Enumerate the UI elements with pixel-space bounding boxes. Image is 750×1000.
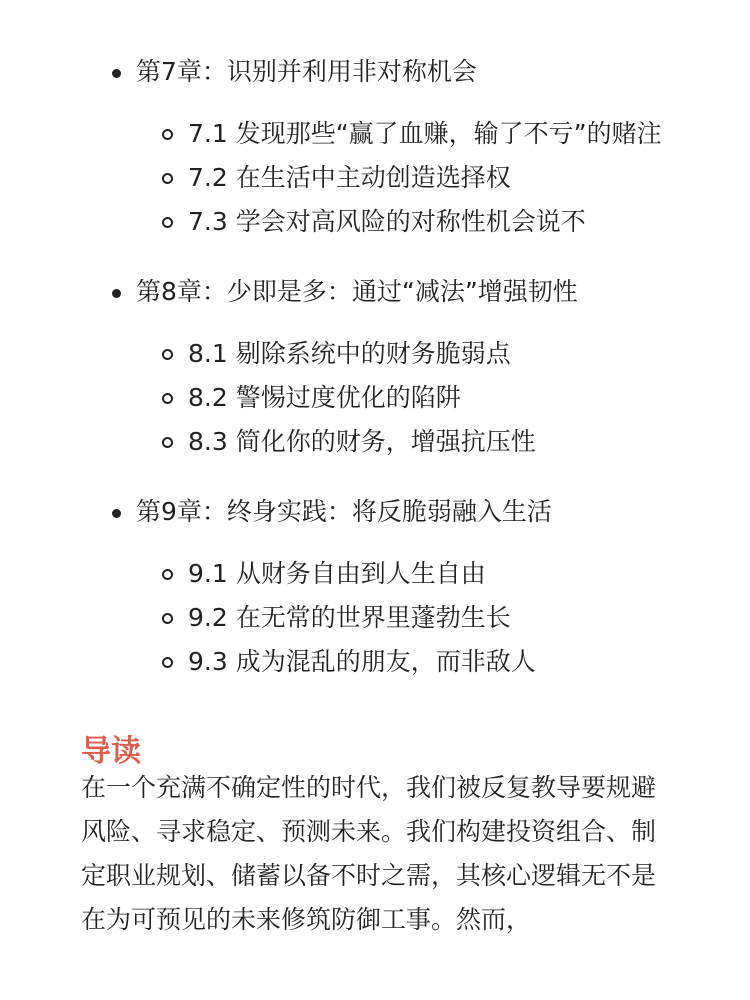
- section-text: 8.2 警惕过度优化的陷阱: [188, 383, 461, 412]
- section-item: [0, 640, 678, 684]
- bullet-circle-icon: [162, 173, 173, 184]
- section-item: [0, 376, 678, 420]
- intro-heading: 导读: [81, 733, 141, 769]
- chapter-title: [0, 50, 750, 94]
- section-text: 9.2 在无常的世界里蓬勃生长: [188, 603, 511, 632]
- section-list: [0, 552, 750, 684]
- bullet-circle-icon: [162, 569, 173, 580]
- table-of-contents: [0, 50, 750, 710]
- section-item: [0, 420, 678, 464]
- section-text: 8.3 简化你的财务，增强抗压性: [188, 427, 536, 456]
- chapter-title: [0, 490, 750, 534]
- chapter-item: [0, 50, 750, 244]
- bullet-disc-icon: [112, 69, 121, 78]
- bullet-disc-icon: [112, 289, 121, 298]
- section-item: [0, 156, 678, 200]
- section-item: [0, 332, 678, 376]
- section-list: [0, 332, 750, 464]
- section-list: [0, 112, 750, 244]
- chapter-item: [0, 270, 750, 464]
- bullet-circle-icon: [162, 217, 173, 228]
- section-item: [0, 200, 678, 244]
- section-text: 9.3 成为混乱的朋友，而非敌人: [188, 647, 536, 676]
- bullet-circle-icon: [162, 129, 173, 140]
- chapter-title-text: 第7章：识别并利用非对称机会: [136, 57, 477, 86]
- bullet-circle-icon: [162, 657, 173, 668]
- section-text: 7.3 学会对高风险的对称性机会说不: [188, 207, 586, 236]
- section-item: [0, 112, 678, 156]
- bullet-circle-icon: [162, 613, 173, 624]
- chapter-item: [0, 490, 750, 684]
- chapter-title-text: 第9章：终身实践：将反脆弱融入生活: [136, 497, 552, 526]
- intro-paragraph: 在一个充满不确定性的时代，我们被反复教导要规避风险、寻求稳定、预测未来。我们构建投资组合、制定职业规划、储蓄以备不时之需，其核心逻辑无不是在为可预见的未来修筑防御工事。然而，: [81, 773, 657, 934]
- section-text: 8.1 剔除系统中的财务脆弱点: [188, 339, 511, 368]
- bullet-disc-icon: [112, 509, 121, 518]
- section-text: 7.1 发现那些“赢了血赚，输了不亏”的赌注: [188, 119, 662, 148]
- bullet-circle-icon: [162, 349, 173, 360]
- bullet-circle-icon: [162, 437, 173, 448]
- section-text: 9.1 从财务自由到人生自由: [188, 559, 486, 588]
- chapter-title-text: 第8章：少即是多：通过“减法”增强韧性: [136, 277, 578, 306]
- section-item: [0, 552, 678, 596]
- bullet-circle-icon: [162, 393, 173, 404]
- section-text: 7.2 在生活中主动创造选择权: [188, 163, 511, 192]
- chapter-title: [0, 270, 750, 314]
- section-item: [0, 596, 678, 640]
